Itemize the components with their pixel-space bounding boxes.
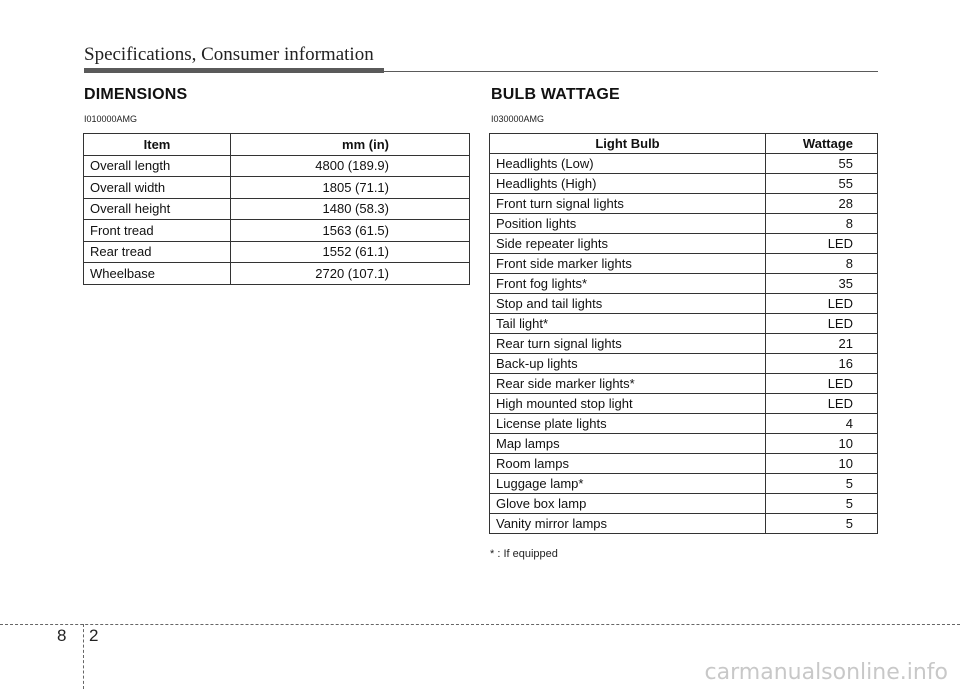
row-value: 1563 (61.5) (231, 220, 470, 242)
row-value: LED (766, 294, 878, 314)
footer-dashed-rule (0, 624, 960, 625)
table-row (490, 474, 878, 494)
row-label: Overall width (84, 177, 231, 199)
table-row (490, 514, 878, 534)
table-row (490, 414, 878, 434)
table-row (490, 354, 878, 374)
row-label: Tail light* (490, 314, 766, 334)
table-row (84, 241, 470, 263)
table-header-row (490, 134, 878, 154)
row-label: Front turn signal lights (490, 194, 766, 214)
row-value: LED (766, 374, 878, 394)
row-label: Headlights (Low) (490, 154, 766, 174)
row-value: 5 (766, 474, 878, 494)
table-row (490, 194, 878, 214)
table-row (84, 177, 470, 199)
bulb-wattage-title: BULB WATTAGE (491, 86, 620, 103)
row-value: 5 (766, 494, 878, 514)
row-label: Stop and tail lights (490, 294, 766, 314)
table-row (490, 454, 878, 474)
row-label: Wheelbase (84, 263, 231, 285)
table-row (490, 174, 878, 194)
row-value: LED (766, 314, 878, 334)
table-row (490, 234, 878, 254)
row-label: High mounted stop light (490, 394, 766, 414)
table-row (490, 254, 878, 274)
table-row (490, 294, 878, 314)
header-rule-thin (384, 71, 878, 72)
row-label: License plate lights (490, 414, 766, 434)
row-value: 1552 (61.1) (231, 241, 470, 263)
row-label: Vanity mirror lamps (490, 514, 766, 534)
row-value: LED (766, 234, 878, 254)
row-label: Overall length (84, 155, 231, 177)
row-value: 16 (766, 354, 878, 374)
row-label: Front fog lights* (490, 274, 766, 294)
row-label: Glove box lamp (490, 494, 766, 514)
row-label: Rear tread (84, 241, 231, 263)
row-value: 55 (766, 174, 878, 194)
row-value: 5 (766, 514, 878, 534)
row-value: 8 (766, 254, 878, 274)
table-row (490, 274, 878, 294)
table-row (490, 314, 878, 334)
row-label: Rear turn signal lights (490, 334, 766, 354)
column-header-wattage: Wattage (766, 134, 878, 154)
row-value: 28 (766, 194, 878, 214)
table-row (84, 220, 470, 242)
row-label: Side repeater lights (490, 234, 766, 254)
chapter-number: 8 (57, 626, 67, 645)
table-row (490, 434, 878, 454)
table-row (490, 154, 878, 174)
dimensions-title: DIMENSIONS (84, 86, 188, 103)
table-header-row (84, 134, 470, 156)
column-header-light-bulb: Light Bulb (490, 134, 766, 154)
row-value: 10 (766, 454, 878, 474)
table-row (490, 374, 878, 394)
watermark-text: carmanualsonline.info (704, 660, 948, 685)
table-row (490, 394, 878, 414)
row-label: Position lights (490, 214, 766, 234)
row-label: Headlights (High) (490, 174, 766, 194)
row-label: Back-up lights (490, 354, 766, 374)
table-row (490, 334, 878, 354)
column-header-mm: mm (in) (231, 134, 470, 156)
row-label: Rear side marker lights* (490, 374, 766, 394)
row-value: LED (766, 394, 878, 414)
row-value: 4 (766, 414, 878, 434)
row-value: 2720 (107.1) (231, 263, 470, 285)
row-value: 21 (766, 334, 878, 354)
row-value: 35 (766, 274, 878, 294)
row-value: 55 (766, 154, 878, 174)
table-row (84, 198, 470, 220)
bulb-wattage-code: I030000AMG (491, 114, 545, 124)
row-label: Front tread (84, 220, 231, 242)
row-value: 8 (766, 214, 878, 234)
dimensions-code: I010000AMG (84, 114, 138, 124)
table-row (490, 494, 878, 514)
page-header-title: Specifications, Consumer information (84, 44, 374, 65)
table-row (84, 263, 470, 285)
page-number: 2 (89, 626, 99, 645)
row-label: Luggage lamp* (490, 474, 766, 494)
footer-dashed-divider (83, 624, 84, 689)
row-label: Map lamps (490, 434, 766, 454)
row-value: 10 (766, 434, 878, 454)
footnote: * : If equipped (490, 548, 558, 560)
column-header-item: Item (84, 134, 231, 156)
row-value: 4800 (189.9) (231, 155, 470, 177)
dimensions-table (83, 133, 470, 285)
row-label: Front side marker lights (490, 254, 766, 274)
row-value: 1805 (71.1) (231, 177, 470, 199)
header-rule-thick (84, 68, 384, 73)
table-row (490, 214, 878, 234)
bulb-wattage-table (489, 133, 878, 534)
row-label: Room lamps (490, 454, 766, 474)
table-row (84, 155, 470, 177)
row-value: 1480 (58.3) (231, 198, 470, 220)
row-label: Overall height (84, 198, 231, 220)
